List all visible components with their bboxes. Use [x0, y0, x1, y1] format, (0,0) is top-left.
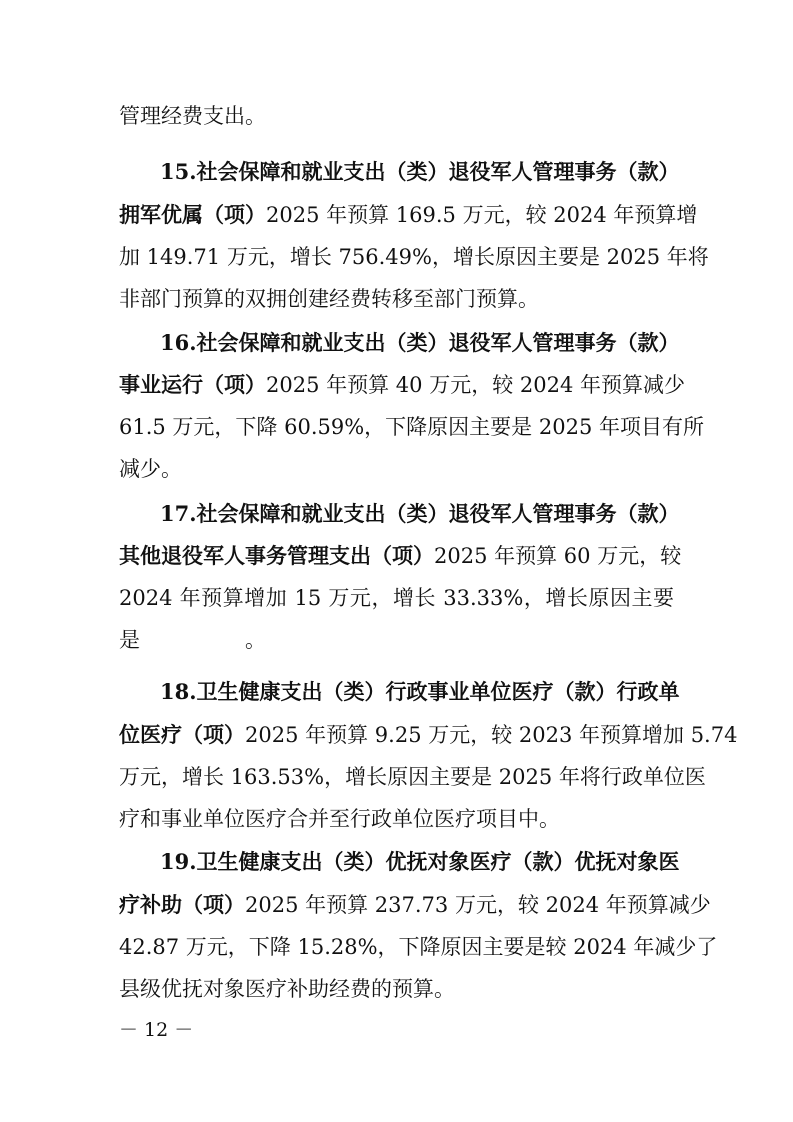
item-18-line-2-rest: 2025 年预算 9.25 万元，较 2023 年预算增加 5.74 — [245, 723, 738, 747]
item-16-line-2-rest: 2025 年预算 40 万元，较 2024 年预算减少 — [266, 373, 685, 397]
item-16-line-2 — [119, 369, 685, 401]
item-17-line-3: 2024 年预算增加 15 万元，增长 33.33%，增长原因主要 — [119, 586, 674, 610]
item-19-line-2 — [119, 889, 711, 921]
item-15-line-4: 非部门预算的双拥创建经费转移至部门预算。 — [119, 287, 539, 311]
item-17-line-2-rest: 2025 年预算 60 万元，较 — [434, 544, 682, 568]
item-17-line-4: 是 。 — [119, 628, 266, 652]
item-15-heading: 15.社会保障和就业支出（类）退役军人管理事务（款） — [160, 159, 680, 184]
item-18-heading: 18.卫生健康支出（类）行政事业单位医疗（款）行政单 — [160, 679, 680, 704]
item-19-heading: 19.卫生健康支出（类）优抚对象医疗（款）优抚对象医 — [160, 849, 680, 874]
item-19-lead: 疗补助（项） — [119, 892, 245, 917]
item-15-line-2 — [119, 199, 698, 231]
item-15-lead: 拥军优属（项） — [119, 202, 266, 227]
item-17-line-2 — [119, 540, 682, 572]
item-19-line-2-rest: 2025 年预算 237.73 万元，较 2024 年预算减少 — [245, 893, 711, 917]
item-17-lead: 其他退役军人事务管理支出（项） — [119, 543, 434, 568]
item-19-line-3: 42.87 万元，下降 15.28%，下降原因主要是较 2024 年减少了 — [119, 935, 718, 959]
intro-text-line: 管理经费支出。 — [119, 104, 266, 128]
item-18-line-3: 万元，增长 163.53%，增长原因主要是 2025 年将行政单位医 — [119, 765, 706, 789]
item-18-lead: 位医疗（项） — [119, 722, 245, 747]
item-15-line-3: 加 149.71 万元，增长 756.49%，增长原因主要是 2025 年将 — [119, 245, 709, 269]
item-18-line-2 — [119, 719, 738, 751]
item-16-line-4: 减少。 — [119, 457, 182, 481]
item-16-heading: 16.社会保障和就业支出（类）退役军人管理事务（款） — [160, 330, 680, 355]
item-16-line-3: 61.5 万元，下降 60.59%，下降原因主要是 2025 年项目有所 — [119, 415, 704, 439]
item-18-line-4: 疗和事业单位医疗合并至行政单位医疗项目中。 — [119, 807, 560, 831]
item-16-lead: 事业运行（项） — [119, 372, 266, 397]
item-19-line-4: 县级优抚对象医疗补助经费的预算。 — [119, 977, 455, 1001]
item-17-heading: 17.社会保障和就业支出（类）退役军人管理事务（款） — [160, 501, 680, 526]
item-15-line-2-rest: 2025 年预算 169.5 万元，较 2024 年预算增 — [266, 203, 698, 227]
page-number: － 12 － — [119, 1019, 194, 1041]
